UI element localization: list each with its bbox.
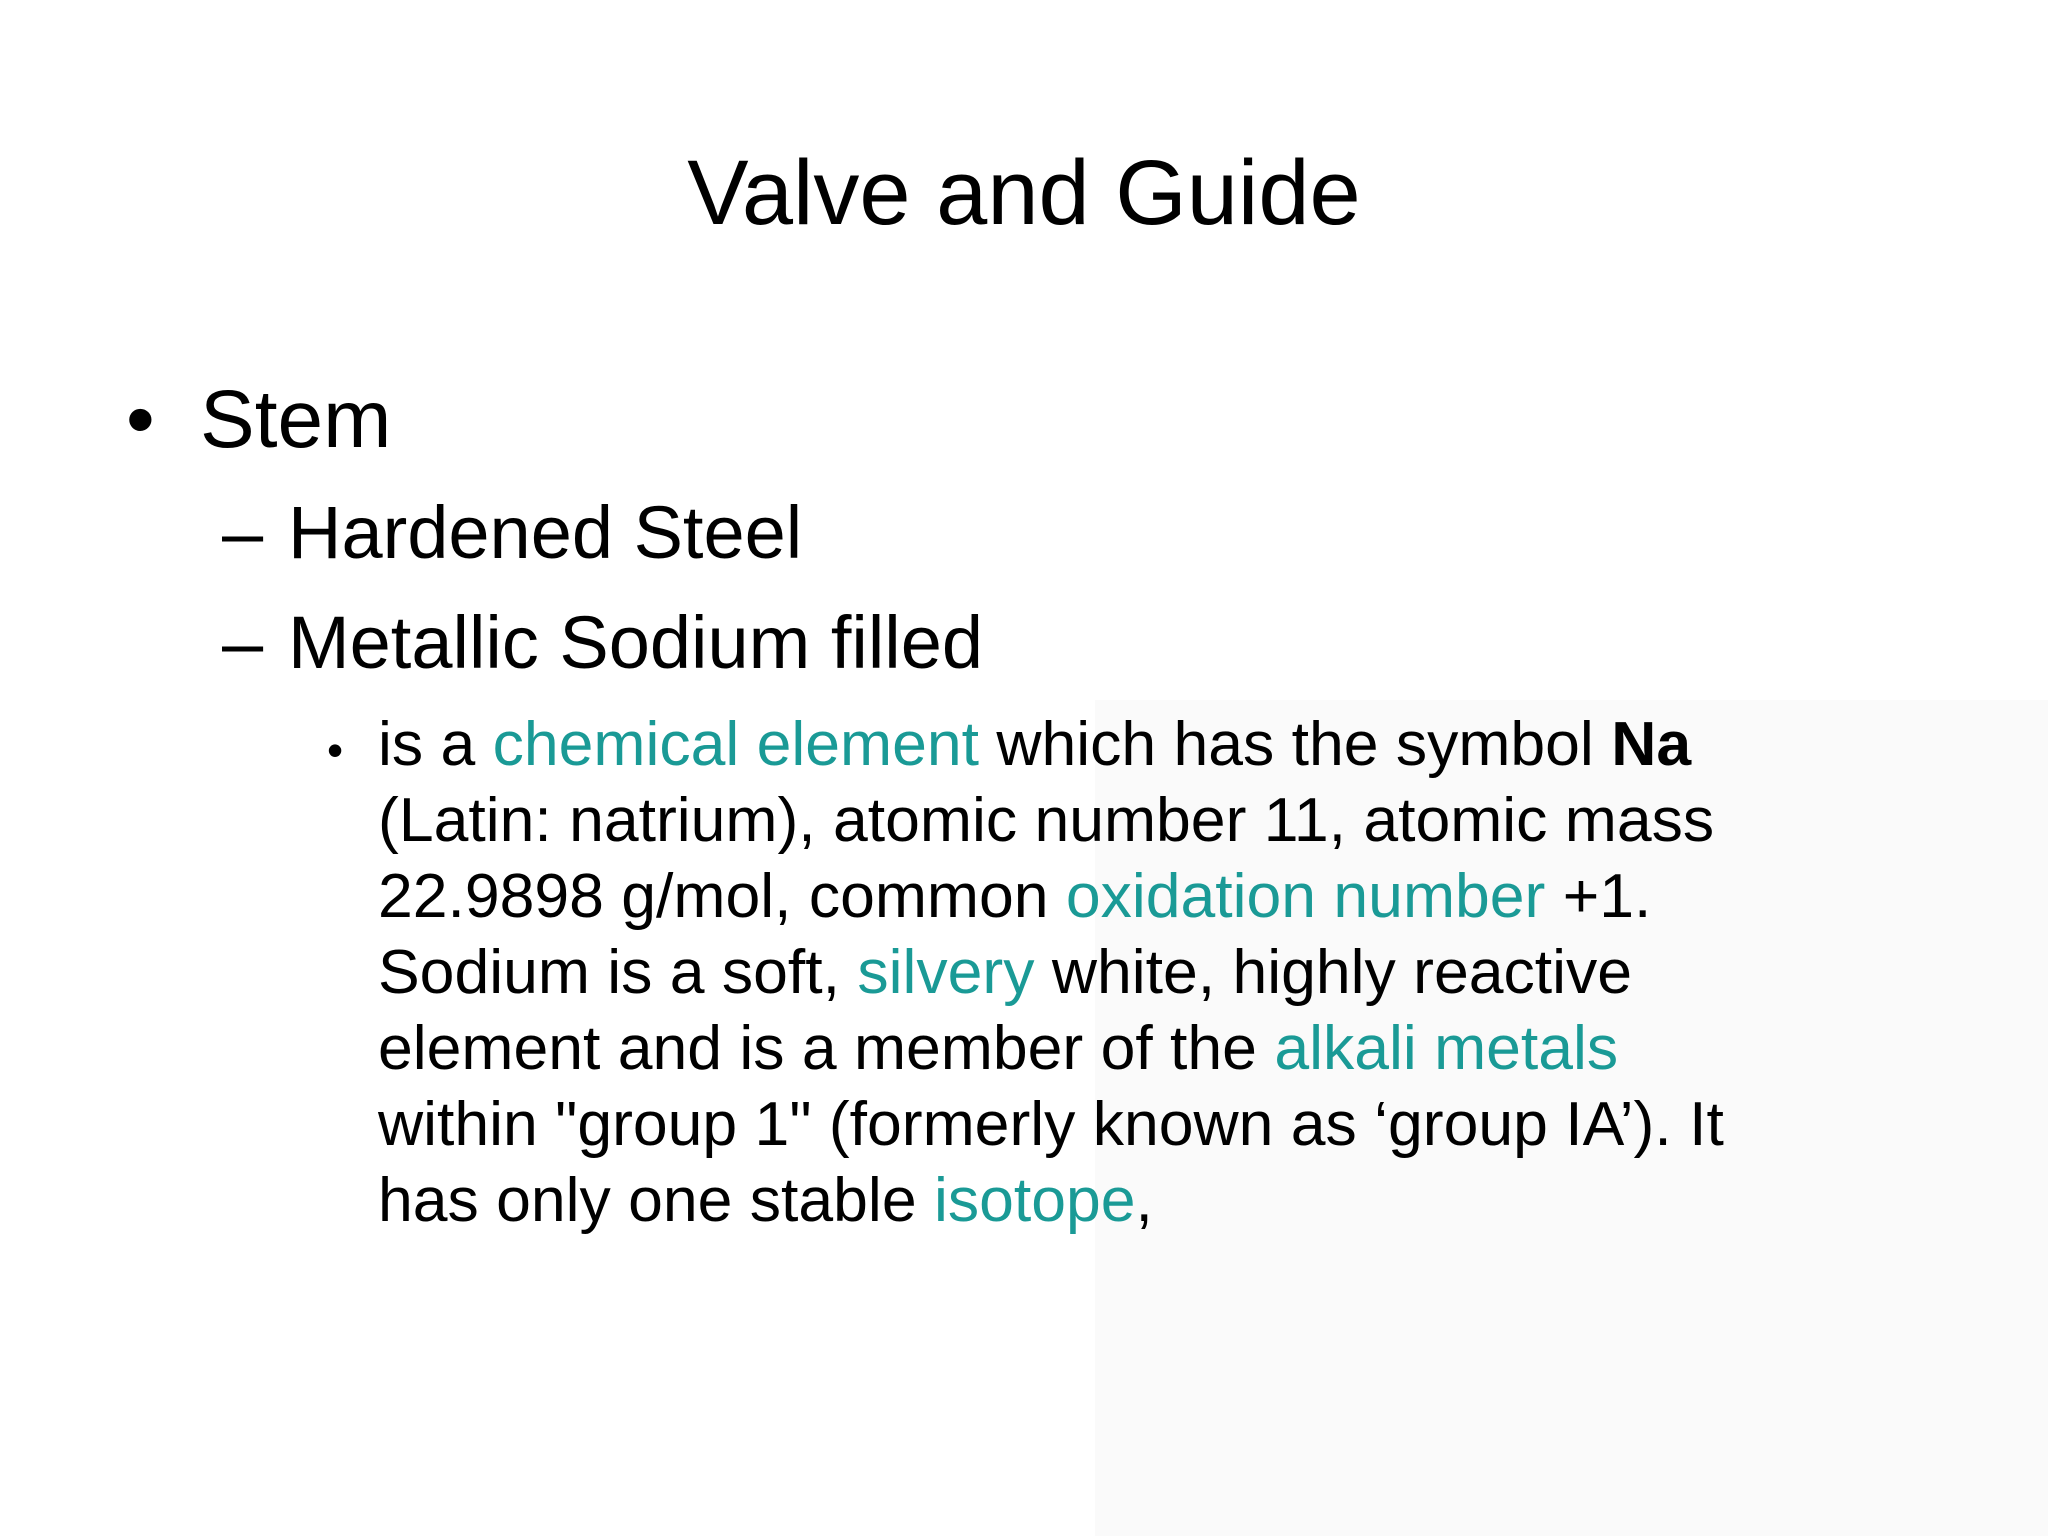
bullet-dot-small-icon: • [327, 724, 344, 776]
text-run: has only one stable [378, 1165, 934, 1235]
sub-item-label: Hardened Steel [288, 491, 803, 574]
description-line [378, 1010, 1898, 1086]
link-chemical-element[interactable]: chemical element [492, 709, 979, 779]
symbol-na: Na [1611, 709, 1692, 779]
sodium-description [378, 706, 1898, 1238]
bullet-stem-label: Stem [200, 374, 392, 465]
slide-title: Valve and Guide [687, 142, 1361, 244]
text-run: which has the symbol [978, 709, 1612, 779]
description-line [378, 858, 1898, 934]
dash-icon: – [222, 601, 264, 684]
text-run: is a [378, 709, 493, 779]
description-line: (Latin: natrium), atomic number 11, atomic mass [378, 785, 1715, 855]
description-line [378, 706, 1898, 782]
text-run: white, highly reactive [1034, 937, 1632, 1007]
link-silvery[interactable]: silvery [857, 937, 1035, 1007]
bullet-dot-icon: • [126, 374, 155, 465]
sub-item-label: Metallic Sodium filled [288, 601, 984, 684]
dash-icon: – [222, 491, 264, 574]
text-run: Sodium is a soft, [378, 937, 858, 1007]
link-isotope[interactable]: isotope [933, 1165, 1136, 1235]
link-alkali-metals[interactable]: alkali metals [1274, 1013, 1619, 1083]
text-run: element and is a member of the [378, 1013, 1275, 1083]
link-oxidation-number[interactable]: oxidation number [1065, 861, 1546, 931]
text-run: , [1135, 1165, 1153, 1235]
text-run: 22.9898 g/mol, common [378, 861, 1066, 931]
description-line: within "group 1" (formerly known as ‘group IA’). It [378, 1089, 1724, 1159]
description-line [378, 934, 1898, 1010]
description-line [378, 1162, 1898, 1238]
text-run: +1. [1545, 861, 1652, 931]
